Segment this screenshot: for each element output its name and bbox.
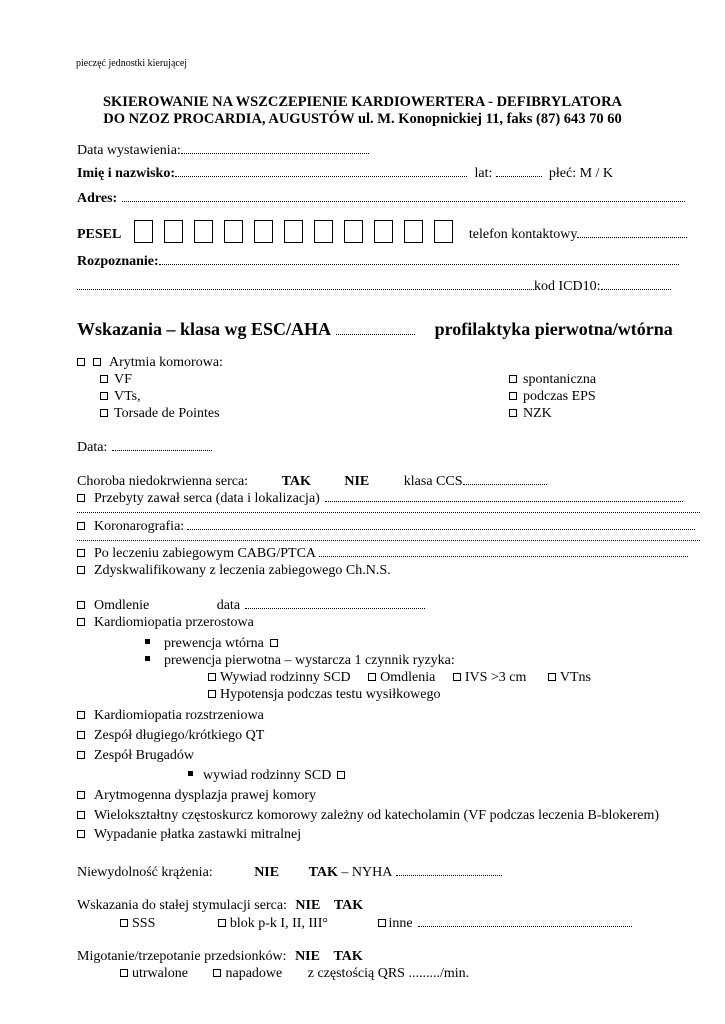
brugada-row	[77, 748, 194, 764]
secondary-prevention-checkbox[interactable]	[270, 639, 278, 647]
brugada-checkbox[interactable]	[77, 751, 85, 759]
pesel-label: PESEL	[77, 226, 122, 242]
cabg-field[interactable]	[319, 545, 688, 557]
checkbox[interactable]	[77, 358, 85, 366]
paroxysmal-label: napadowe	[225, 966, 283, 981]
nyha-field[interactable]	[396, 864, 502, 876]
address-label: Adres:	[77, 191, 118, 206]
address-row	[77, 190, 685, 207]
diagnosis-row	[77, 253, 679, 270]
cabg-checkbox[interactable]	[77, 549, 85, 557]
cabg-row	[77, 545, 688, 562]
vts-checkbox[interactable]	[100, 392, 108, 400]
mvp-row	[77, 827, 301, 843]
hypotension-label: Hypotensja podczas testu wysiłkowego	[220, 687, 441, 702]
arvd-row	[77, 788, 316, 804]
other-checkbox[interactable]	[378, 919, 386, 927]
family-scd-checkbox[interactable]	[208, 673, 216, 681]
brugada-label: Zespół Brugadów	[94, 748, 194, 763]
permanent-checkbox[interactable]	[120, 969, 128, 977]
dcm-checkbox[interactable]	[77, 711, 85, 719]
sex-label[interactable]: płeć: M / K	[548, 166, 614, 181]
infarct-row-2	[77, 501, 700, 518]
arrhythmia-item-eps	[509, 389, 596, 405]
pesel-digit-box[interactable]	[314, 220, 333, 243]
pesel-digit-box[interactable]	[194, 220, 213, 243]
heart-failure-yes[interactable]: TAK	[308, 865, 338, 880]
tdp-label: Torsade de Pointes	[114, 406, 220, 421]
af-row	[77, 949, 363, 965]
af-options-row	[120, 966, 469, 982]
disqualified-label: Zdyskwalifikowany z leczenia zabiegowego Ch.N.S.	[94, 563, 391, 578]
pesel-digit-box[interactable]	[344, 220, 363, 243]
arrhythmia-item-vts	[100, 389, 141, 405]
vtns-checkbox[interactable]	[548, 673, 556, 681]
icd-row	[77, 278, 671, 295]
brugada-family-checkbox[interactable]	[337, 771, 345, 779]
af-yes[interactable]: TAK	[333, 949, 363, 964]
arvd-checkbox[interactable]	[77, 791, 85, 799]
indications-heading: Wskazania – klasa wg ESC/AHA	[77, 319, 332, 339]
esc-class-field[interactable]	[336, 323, 415, 335]
prophylaxis-label[interactable]: profilaktyka pierwotna/wtórna	[434, 319, 673, 339]
dcm-row	[77, 708, 264, 724]
cpvt-checkbox[interactable]	[77, 811, 85, 819]
sss-label: SSS	[132, 916, 156, 931]
arrhythmia-item-vf	[100, 372, 132, 388]
pesel-digit-box[interactable]	[404, 220, 423, 243]
arrhythmia-row	[77, 355, 223, 371]
pesel-digit-box[interactable]	[224, 220, 243, 243]
ischemic-yes[interactable]: TAK	[281, 474, 311, 489]
ivs-label: IVS >3 cm	[464, 670, 527, 685]
name-row	[77, 165, 613, 182]
pacing-no[interactable]: NIE	[295, 898, 321, 913]
vf-label: VF	[114, 372, 132, 387]
hcm-checkbox[interactable]	[77, 618, 85, 626]
sss-checkbox[interactable]	[120, 919, 128, 927]
pesel-digit-box[interactable]	[254, 220, 273, 243]
spontaneous-label: spontaniczna	[523, 372, 597, 387]
qt-label: Zespół długiego/krótkiego QT	[94, 728, 265, 743]
av-block-checkbox[interactable]	[218, 919, 226, 927]
ischemic-no[interactable]: NIE	[344, 474, 370, 489]
icd-field[interactable]	[601, 278, 671, 290]
nyha-label: – NYHA	[341, 865, 393, 880]
issue-date-row	[77, 142, 369, 159]
bullet-icon	[188, 771, 193, 776]
pacing-row	[77, 898, 363, 914]
diagnosis-label: Rozpoznanie:	[77, 254, 159, 269]
heart-failure-row	[77, 864, 502, 881]
address-field[interactable]	[122, 190, 685, 202]
secondary-prevention-label: prewencja wtórna	[164, 636, 264, 651]
ivs-checkbox[interactable]	[453, 673, 461, 681]
date-field[interactable]	[112, 439, 212, 451]
date-label: Data:	[77, 440, 108, 455]
nzk-checkbox[interactable]	[509, 409, 517, 417]
dcm-label: Kardiomiopatia rozstrzeniowa	[94, 708, 264, 723]
hcm-primary-row	[145, 653, 455, 669]
arrhythmia-checkbox[interactable]	[93, 358, 101, 366]
syncope-date-label: data	[216, 598, 241, 613]
coronarography-row-2	[77, 529, 700, 546]
pacing-options-row	[120, 915, 632, 932]
other-field[interactable]	[418, 915, 632, 927]
infarct-label: Przebyty zawał serca (data i lokalizacja)	[94, 491, 320, 506]
tdp-checkbox[interactable]	[100, 409, 108, 417]
family-scd-label: Wywiad rodzinny SCD	[220, 670, 351, 685]
pacing-yes[interactable]: TAK	[333, 898, 364, 913]
disqualified-row	[77, 563, 391, 579]
coronarography-field-line-2[interactable]	[77, 529, 700, 541]
qrs-rate-label[interactable]: z częstością QRS ........./min.	[307, 966, 470, 981]
vtns-label: VTns	[559, 670, 591, 685]
title-line-2: DO NZOZ PROCARDIA, AUGUSTÓW ul. M. Konopnickiej 11, faks (87) 643 70 60	[103, 111, 622, 127]
syncopes-checkbox[interactable]	[368, 673, 376, 681]
pesel-digit-box[interactable]	[374, 220, 393, 243]
hypotension-checkbox[interactable]	[208, 690, 216, 698]
indications-row	[77, 319, 673, 340]
spontaneous-checkbox[interactable]	[509, 375, 517, 383]
risk-factors-row	[208, 670, 591, 686]
icd-label: kod ICD10:	[534, 279, 601, 294]
cpvt-label: Wielokształtny częstoskurcz komorowy zależny od katecholamin (VF podczas leczenia B-blokerem)	[94, 808, 660, 823]
av-block-label: blok p-k I, II, III°	[229, 916, 328, 931]
hcm-secondary-row	[145, 636, 284, 652]
diagnosis-field-line-2[interactable]	[77, 278, 534, 290]
ccs-label: klasa CCS	[403, 474, 463, 489]
pesel-digit-box[interactable]	[164, 220, 183, 243]
pesel-row	[77, 220, 687, 243]
infarct-field-line-2[interactable]	[77, 501, 700, 513]
brugada-family-label: wywiad rodzinny SCD	[203, 768, 332, 783]
pesel-digit-box[interactable]	[134, 220, 153, 243]
cpvt-row	[77, 808, 659, 824]
phone-label: telefon kontaktowy	[468, 226, 578, 242]
eps-label: podczas EPS	[523, 389, 596, 404]
ccs-field[interactable]	[463, 473, 547, 485]
qt-row	[77, 728, 264, 744]
hcm-row	[77, 615, 254, 631]
syncope-checkbox[interactable]	[77, 601, 85, 609]
age-field[interactable]	[496, 165, 542, 177]
disqualified-checkbox[interactable]	[77, 566, 85, 574]
eps-checkbox[interactable]	[509, 392, 517, 400]
cabg-label: Po leczeniu zabiegowym CABG/PTCA	[94, 546, 317, 561]
name-label: Imię i nazwisko:	[77, 166, 175, 181]
primary-prevention-label: prewencja pierwotna – wystarcza 1 czynnik ryzyka:	[164, 653, 455, 668]
ischemic-row	[77, 473, 547, 490]
arrhythmia-item-spontaneous	[509, 372, 596, 388]
title-line-1: SKIEROWANIE NA WSZCZEPIENIE KARDIOWERTERA - DEFIBRYLATORA	[102, 94, 623, 110]
hcm-label: Kardiomiopatia przerostowa	[94, 615, 254, 630]
phone-field[interactable]	[577, 226, 687, 238]
mvp-checkbox[interactable]	[77, 830, 85, 838]
arvd-label: Arytmogenna dysplazja prawej komory	[94, 788, 316, 803]
issue-date-field[interactable]	[181, 142, 369, 154]
arrhythmia-label: Arytmia komorowa:	[109, 355, 223, 370]
pesel-digit-box[interactable]	[434, 220, 453, 243]
age-label: lat:	[474, 166, 493, 181]
nzk-label: NZK	[523, 406, 552, 421]
issue-date-label: Data wystawienia:	[77, 143, 181, 158]
af-label: Migotanie/trzepotanie przedsionków:	[77, 949, 287, 964]
other-label: inne	[388, 916, 413, 931]
bullet-icon	[145, 656, 150, 661]
paroxysmal-checkbox[interactable]	[213, 969, 221, 977]
stamp-label: pieczęć jednostki kierującej	[76, 58, 188, 69]
pacing-label: Wskazania do stałej stymulacji serca:	[77, 898, 287, 913]
name-field[interactable]	[175, 165, 467, 177]
syncope-label: Omdlenie	[94, 598, 150, 613]
hypotension-row	[208, 687, 440, 703]
diagnosis-field[interactable]	[159, 253, 679, 265]
bullet-icon	[145, 639, 150, 644]
syncope-row	[77, 597, 425, 614]
arrhythmia-item-nzk	[509, 406, 552, 422]
af-no[interactable]: NIE	[295, 949, 320, 964]
syncopes-label: Omdlenia	[380, 670, 436, 685]
vf-checkbox[interactable]	[100, 375, 108, 383]
vts-label: VTs,	[114, 389, 141, 404]
arrhythmia-item-tdp	[100, 406, 220, 422]
mvp-label: Wypadanie płatka zastawki mitralnej	[94, 827, 302, 842]
heart-failure-label: Niewydolność krążenia:	[77, 865, 213, 880]
coronarography-label: Koronarografia:	[94, 519, 185, 534]
qt-checkbox[interactable]	[77, 731, 85, 739]
syncope-date-field[interactable]	[245, 597, 425, 609]
heart-failure-no[interactable]: NIE	[254, 865, 280, 880]
permanent-label: utrwalone	[132, 966, 188, 981]
ischemic-label: Choroba niedokrwienna serca:	[77, 474, 249, 489]
brugada-family-row	[188, 768, 351, 784]
date-row	[77, 439, 212, 456]
pesel-digit-box[interactable]	[284, 220, 303, 243]
